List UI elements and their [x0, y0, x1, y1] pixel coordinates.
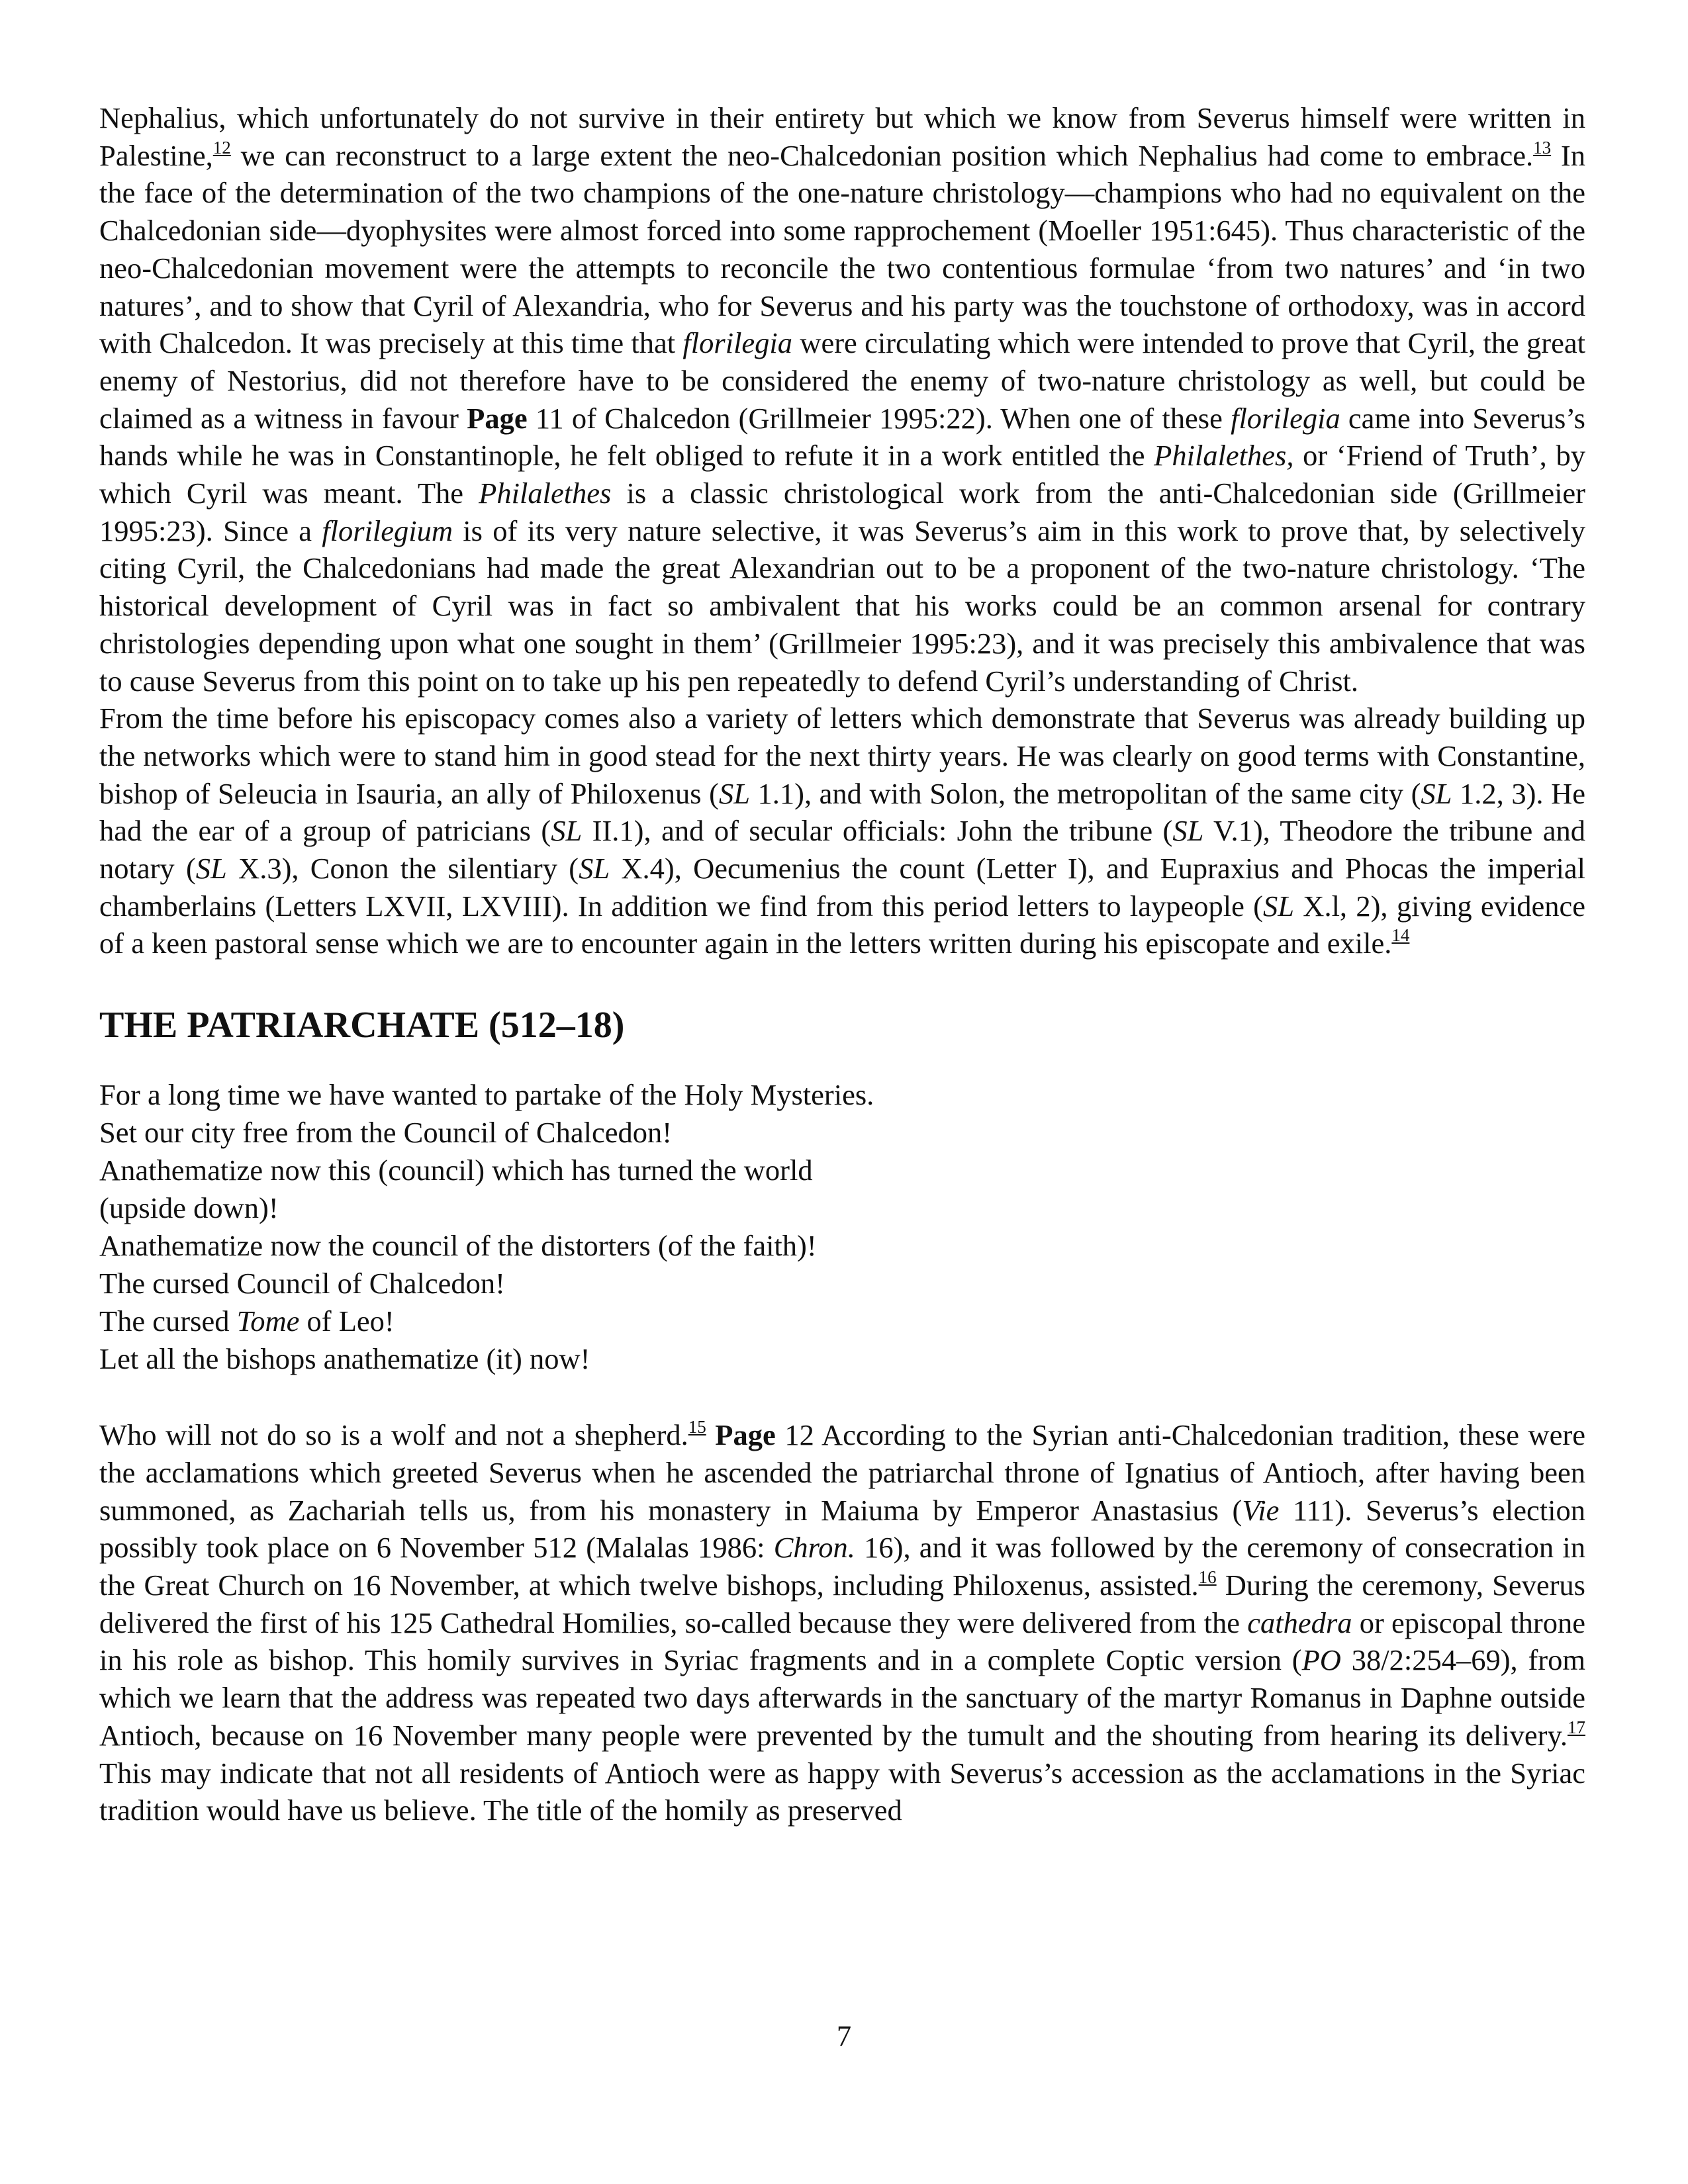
italic-abbrev: Vie — [1242, 1493, 1280, 1527]
text: This may indicate that not all residents of Antioch were as happy with Severus’s accession as the acclamations in the Syriac tradition would have us believe. The title of the homily as preserved — [99, 1756, 1585, 1827]
paragraph-1 — [99, 99, 1585, 700]
footnote-ref-13[interactable]: 13 — [1533, 137, 1552, 158]
text: X.3), Conon the silentiary ( — [226, 852, 579, 886]
text: came into Severus’s hands while he was in Constantinople, he felt obliged to refute it in a work entitled the — [99, 401, 1586, 473]
verse-line — [99, 1302, 1585, 1340]
italic-title: Tome — [236, 1304, 300, 1338]
text: 16), and it was followed by the ceremony of consecration in the Great Church on 16 November, at which twelve bishops, including Philoxenus, assisted. — [99, 1531, 1585, 1602]
italic-abbrev: SL — [718, 776, 750, 810]
text: or ‘Friend of Truth’, by which Cyril was meant. The — [99, 439, 1585, 510]
text: were circulating which were intended to prove that Cyril, the great enemy of Nestorius, did not therefore have to be considered the enemy of two-nature christology as well, but could be claimed as a witness in favour — [99, 326, 1585, 435]
italic-abbrev: Chron. — [773, 1531, 855, 1565]
verse-line: For a long time we have wanted to partake of the Holy Mysteries. — [99, 1078, 874, 1112]
footnote-ref-17[interactable]: 17 — [1568, 1717, 1585, 1737]
text: X.l, 2), giving evidence of a keen pastoral sense which we are to encounter again in the letters written during his episcopate and exile. — [99, 889, 1585, 960]
text: 1.2, 3). He had the ear of a group of patricians ( — [99, 776, 1585, 848]
text: is of its very nature selective, it was Severus’s aim in this work to prove that, by selectively citing Cyril, the Chalcedonians had made the great Alexandrian out to be a proponent of the two-nature christology. ‘The historical development of Cyril was in fact so ambivalent that his works could be an common arsenal for contrary christologies depending upon what one sought in them’ (Grillmeier 1995:23), and it was precisely this ambivalence that was to cause Severus from this point on to take up his pen repeatedly to defend Cyril’s understanding of Christ. — [99, 514, 1585, 698]
paragraph-3 — [99, 1416, 1585, 1829]
text: From the time before his episcopacy comes also a variety of letters which demonstrate that Severus was already building up the networks which were to stand him in good stead for the next thirty years. He was clearly on good terms with Constantine, bishop of Seleucia in Isauria, an ally of Philoxenus ( — [99, 702, 1585, 810]
text: or episcopal throne in his role as bishop. This homily survives in Syriac fragments and in a complete Coptic version ( — [99, 1606, 1585, 1677]
page-number: 7 — [836, 2019, 852, 2052]
italic-abbrev: SL — [195, 852, 227, 886]
acclamation-verse — [99, 1076, 1585, 1378]
footnote-ref-12[interactable]: 12 — [212, 137, 231, 158]
text: 11 of Chalcedon (Grillmeier 1995:22). When one of these — [527, 401, 1231, 435]
page-marker: Page — [715, 1418, 776, 1452]
italic-term: cathedra — [1247, 1606, 1352, 1639]
verse-line: (upside down)! — [99, 1191, 279, 1225]
text: 12 According to the Syrian anti-Chalcedonian tradition, these were the acclamations which greeted Severus when he ascended the patriarchal throne of Ignatius of Antioch, after having been summoned, as Zachariah tells us, from his monastery in Maiuma by Emperor Anastasius ( — [99, 1418, 1586, 1527]
text: The cursed — [99, 1304, 237, 1338]
italic-title: Philalethes — [479, 477, 612, 510]
italic-abbrev: PO — [1301, 1643, 1341, 1677]
verse-line: The cursed Council of Chalcedon! — [99, 1267, 505, 1300]
footnote-ref-16[interactable]: 16 — [1198, 1567, 1217, 1587]
italic-abbrev: SL — [1421, 776, 1452, 810]
italic-title: Philalethes, — [1154, 439, 1294, 473]
section-heading: THE PATRIARCHATE (512–18) — [99, 1005, 625, 1046]
italic-term: florilegia — [682, 326, 793, 360]
footnote-ref-14[interactable]: 14 — [1391, 925, 1410, 946]
verse-line: Anathematize now this (council) which has turned the world — [99, 1154, 813, 1187]
verse-line: Let all the bishops anathematize (it) now! — [99, 1342, 590, 1376]
italic-abbrev: SL — [551, 814, 583, 848]
text: Nephalius, which unfortunately do not survive in their entirety but which we know from Severus himself were written in Palestine, — [99, 101, 1585, 172]
text: Who will not do so is a wolf and not a shepherd. — [99, 1418, 688, 1452]
italic-abbrev: SL — [1263, 889, 1294, 923]
text: In the face of the determination of the two champions of the one-nature christology—champions who had no equivalent on the Chalcedonian side—dyophysites were almost forced into some rapprochement (Moeller 1951:645). Thus characteristic of the neo-Chalcedonian movement were the attempts to reconcile the two contentious formulae ‘from two natures’ and ‘in two natures’, and to show that Cyril of Alexandria, who for Severus and his party was the touchstone of orthodoxy, was in accord with Chalcedon. It was precisely at this time that — [99, 138, 1585, 360]
text: is a classic christological work from the anti-Chalcedonian side (Grillmeier 1995:23). Since a — [99, 477, 1586, 547]
page-marker: Page — [467, 401, 528, 435]
footnote-ref-15[interactable]: 15 — [688, 1417, 706, 1437]
italic-abbrev: SL — [1172, 814, 1204, 848]
italic-term: florilegia — [1231, 401, 1340, 435]
text: 111). Severus’s election possibly took place on 6 November 512 (Malalas 1986: — [99, 1493, 1585, 1565]
text — [706, 1418, 716, 1451]
text: of Leo! — [299, 1304, 395, 1338]
text: V.1), Theodore the tribune and notary ( — [99, 814, 1586, 886]
text: X.4), Oecumenius the count (Letter I), and Eupraxius and Phocas the imperial chamberlains (Letters LXVII, LXVIII). In addition we find from this period letters to laypeople ( — [99, 852, 1585, 923]
paragraph-2 — [99, 700, 1585, 962]
italic-term: florilegium — [322, 514, 453, 547]
text: During the ceremony, Severus delivered the first of his 125 Cathedral Homilies, so-called because they were delivered from the — [99, 1568, 1586, 1639]
text: II.1), and of secular officials: John the tribune ( — [582, 814, 1173, 848]
text: 1.1), and with Solon, the metropolitan of the same city ( — [749, 776, 1421, 810]
verse-line: Set our city free from the Council of Chalcedon! — [99, 1116, 673, 1150]
spacer — [99, 1378, 1585, 1416]
italic-abbrev: SL — [579, 852, 610, 886]
verse-line: Anathematize now the council of the distorters (of the faith)! — [99, 1229, 817, 1263]
text: we can reconstruct to a large extent the neo-Chalcedonian position which Nephalius had come to embrace. — [230, 138, 1534, 172]
text: 38/2:254–69), from which we learn that the address was repeated two days afterwards in the sanctuary of the martyr Romanus in Daphne outside Antioch, because on 16 November many people were prevented by the tumult and the shouting from hearing its delivery. — [99, 1643, 1585, 1752]
page-body — [99, 99, 1585, 1829]
